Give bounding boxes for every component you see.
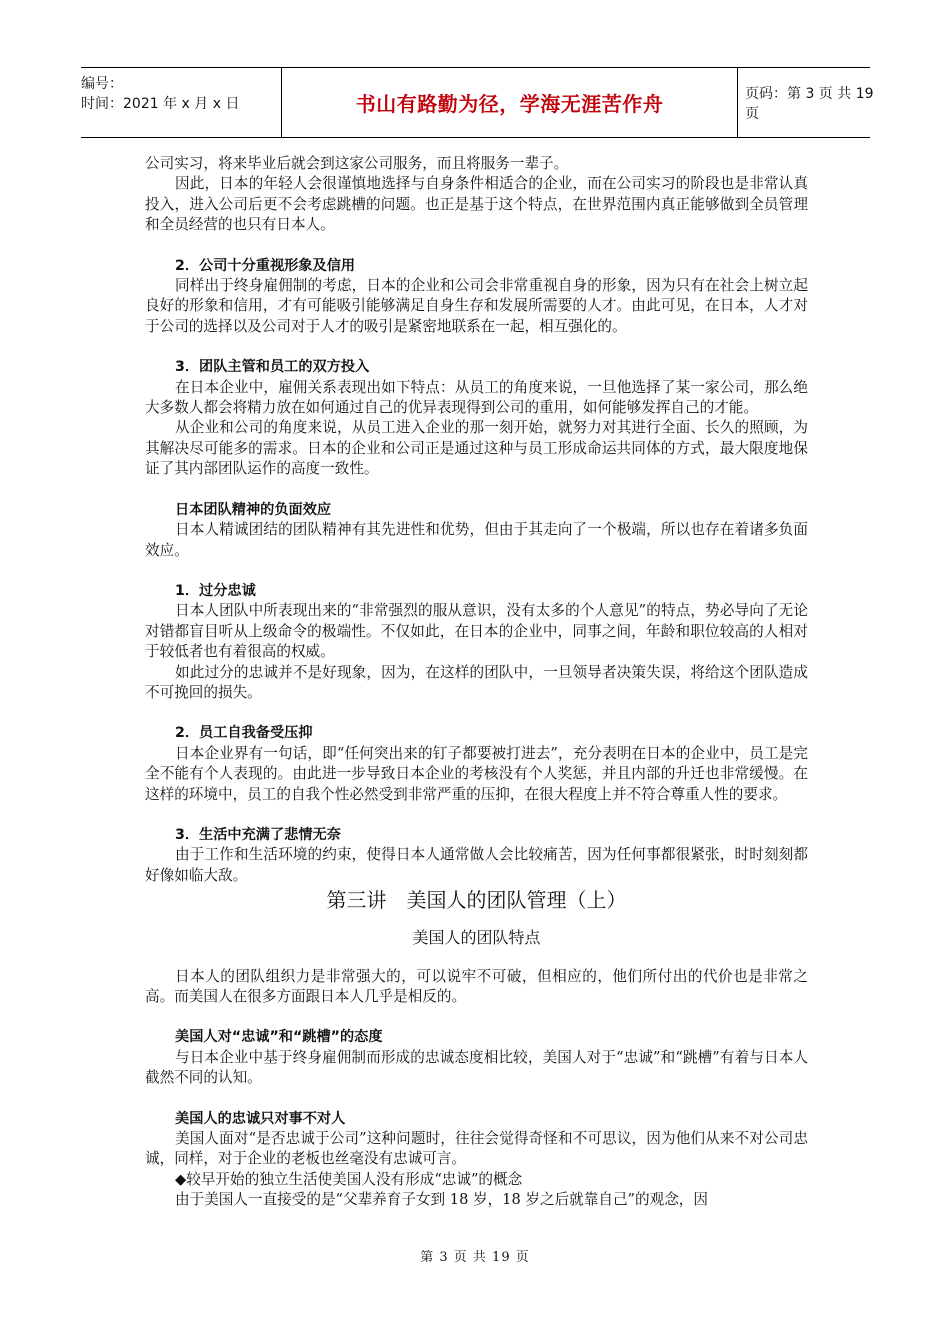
paragraph: 与日本企业中基于终身雇佣制而形成的忠诚态度相比较，美国人对于“忠诚”和“跳槽”有着与日本人截然不同的认知。 (145, 1048, 808, 1087)
header-page-info: 页码：第 3 页 共 19 页 (745, 85, 874, 122)
section-heading: 2．公司十分重视形象及信用 (175, 257, 356, 274)
paragraph: 因此，日本的年轻人会很谨慎地选择与自身条件相适合的企业，而在公司实习的阶段也是非常认真投入，进入公司后更不会考虑跳槽的问题。也正是基于这个特点，在世界范围内真正能够做到全员管理和全员经营的也只有日本人。 (145, 175, 808, 234)
paragraph: 如此过分的忠诚并不是好现象，因为，在这样的团队中，一旦领导者决策失误，将给这个团队造成不可挽回的损失。 (145, 663, 808, 701)
number-label: 编号： (81, 76, 123, 92)
section-heading: 3．生活中充满了悲情无奈 (175, 826, 341, 843)
section-heading: 美国人对“忠诚”和“跳槽”的态度 (175, 1029, 383, 1046)
lecture-title: 第三讲 美国人的团队管理（上） (326, 888, 627, 913)
paragraph: 由于美国人一直接受的是“父辈养育子女到 18 岁，18 岁之后就靠自己”的观念，因 (175, 1191, 708, 1209)
paragraph: 由于工作和生活环境的约束，使得日本人通常做人会比较痛苦，因为任何事都很紧张，时时刻刻都好像如临大敌。 (145, 846, 808, 884)
paragraph: 从企业和公司的角度来说，从员工进入企业的那一刻开始，就努力对其进行全面、长久的照顾，为其解决尽可能多的需求。日本的企业和公司正是通过这种与员工形成命运共同体的方式，最大限度地保证了其内部团队运作的高度一致性。 (145, 419, 808, 478)
paragraph: 日本人精诚团结的团队精神有其先进性和优势，但由于其走向了一个极端，所以也存在着诸多负面效应。 (145, 521, 808, 559)
section-heading: 2．员工自我备受压抑 (175, 725, 313, 742)
document-body (145, 154, 808, 1211)
section-heading: 3．团队主管和员工的双方投入 (175, 359, 370, 376)
section-title: 美国人的团队特点 (412, 928, 541, 948)
paragraph: 美国人面对“是否忠诚于公司”这种问题时，往往会觉得奇怪和不可思议，因为他们从来不对公司忠诚，同样，对于企业的老板也丝毫没有忠诚可言。 (145, 1130, 808, 1168)
section-heading: 日本团队精神的负面效应 (175, 501, 332, 518)
paragraph: 在日本企业中，雇佣关系表现出如下特点：从员工的角度来说，一旦他选择了某一家公司，那么绝大多数人都会将精力放在如何通过自己的优异表现得到公司的重用，如何能够发挥自己的才能。 (145, 378, 808, 417)
paragraph: 日本人的团队组织力是非常强大的，可以说牢不可破，但相应的，他们所付出的代价也是非常之高。而美国人在很多方面跟日本人几乎是相反的。 (145, 967, 808, 1005)
date-label: 时间：2021 年 x 月 x 日 (81, 96, 240, 112)
section-heading: 美国人的忠诚只对事不对人 (175, 1110, 346, 1127)
paragraph: 公司实习，将来毕业后就会到这家公司服务，而且将服务一辈子。 (145, 155, 569, 172)
paragraph: ◆较早开始的独立生活使美国人没有形成“忠诚”的概念 (175, 1170, 523, 1188)
paragraph: 同样出于终身雇佣制的考虑，日本的企业和公司会非常重视自身的形象，因为只有在社会上树立起良好的形象和信用，才有可能吸引能够满足自身生存和发展所需要的人才。由此可见，在日本，人才对于公司的选择以及公司对于人才的吸引是紧密地联系在一起，相互强化的。 (145, 277, 808, 335)
paragraph: 日本企业界有一句话，即“任何突出来的钉子都要被打进去”，充分表明在日本的企业中，员工是完全不能有个人表现的。由此进一步导致日本企业的考核没有个人奖惩，并且内部的升迁也非常缓慢。在这样的环境中，员工的自我个性必然受到非常严重的压抑，在很大程度上并不符合尊重人性的要求。 (145, 744, 808, 803)
page-header (81, 67, 874, 138)
header-motto: 书山有路勤为径，学海无涯苦作舟 (281, 68, 738, 137)
header-meta (81, 68, 281, 143)
section-heading: 1．过分忠诚 (175, 582, 256, 599)
page-footer: 第 3 页 共 19 页 (420, 1250, 530, 1265)
paragraph: 日本人团队中所表现出来的“非常强烈的服从意识，没有太多的个人意见”的特点，势必导向了无论对错都盲目听从上级命令的极端性。不仅如此，在日本的企业中，同事之间，年龄和职位较高的人相对于较低者也有着很高的权威。 (145, 602, 808, 661)
